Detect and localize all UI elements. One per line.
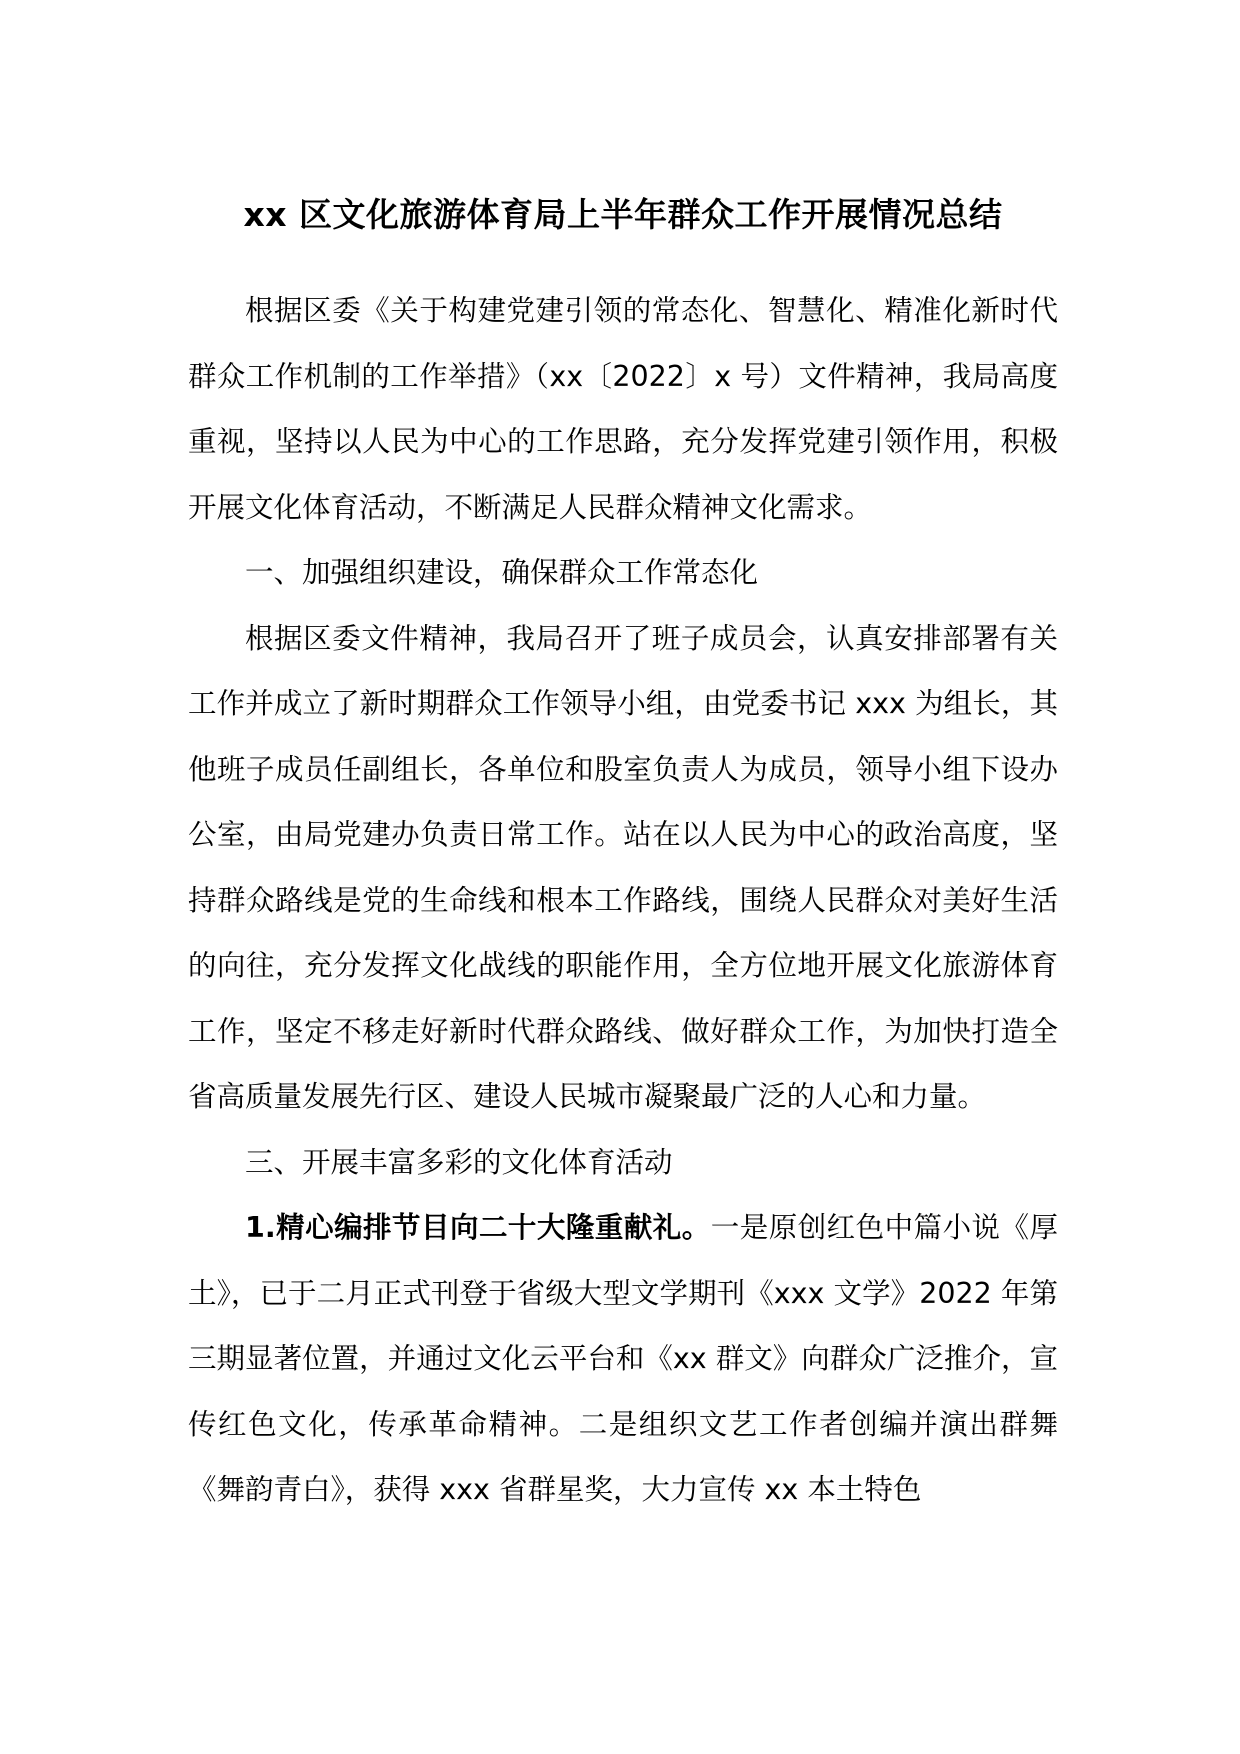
section-heading-activities-text: 三、开展丰富多彩的文化体育活动	[245, 1145, 673, 1179]
document-page	[188, 190, 1058, 1523]
section-heading-activities	[188, 1130, 1058, 1196]
activities-paragraph-text: 一是原创红色中篇小说《厚土》，已于二月正式刊登于省级大型文学期刊《xxx 文学》2022 年第三期显著位置，并通过文化云平台和《xx 群文》向群众广泛推介，宣传红色文化，传承革命精神。二是组织文艺工作者创编并演出群舞《舞韵青白》，获得 xxx 省群星奖，大力宣传 xx 本土特色	[188, 1211, 1058, 1506]
section-heading-organization-text: 一、加强组织建设，确保群众工作常态化	[245, 556, 759, 589]
section-heading-organization	[188, 540, 1058, 606]
document-title: xx 区文化旅游体育局上半年群众工作开展情况总结	[243, 195, 1003, 234]
organization-paragraph-text: 根据区委文件精神，我局召开了班子成员会，认真安排部署有关工作并成立了新时期群众工作领导小组，由党委书记 xxx 为组长，其他班子成员任副组长，各单位和股室负责人为成员，领导小组下设办公室，由局党建办负责日常工作。站在以人民为中心的政治高度，坚持群众路线是党的生命线和根本工作路线，围绕人民群众对美好生活的向往，充分发挥文化战线的职能作用，全方位地开展文化旅游体育工作，坚定不移走好新时代群众路线、做好群众工作，为加快打造全省高质量发展先行区、建设人民城市凝聚最广泛的人心和力量。	[188, 621, 1058, 1113]
organization-paragraph	[188, 606, 1058, 1130]
intro-paragraph-text: 根据区委《关于构建党建引领的常态化、智慧化、精准化新时代群众工作机制的工作举措》（xx〔2022〕x 号）文件精神，我局高度重视，坚持以人民为中心的工作思路，充分发挥党建引领作用，积极开展文化体育活动，不断满足人民群众精神文化需求。	[188, 294, 1058, 524]
activities-paragraph	[188, 1195, 1058, 1523]
activities-paragraph-lead: 1.精心编排节目向二十大隆重献礼。	[245, 1211, 711, 1244]
intro-paragraph	[188, 278, 1058, 540]
